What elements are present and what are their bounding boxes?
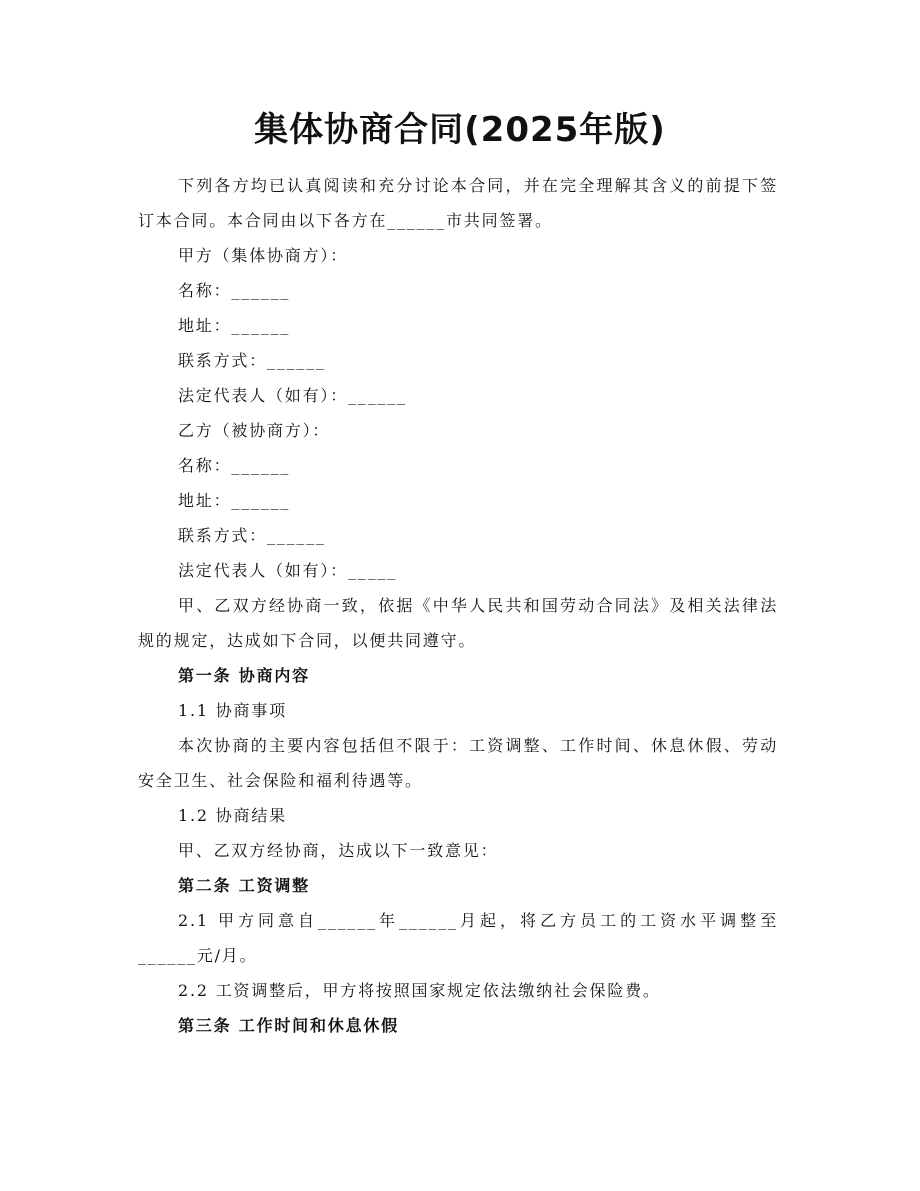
party-a-heading: 甲方（集体协商方）： [178,246,349,265]
clause-1-2: 1.2 协商结果 [178,806,287,825]
clause-1-1: 1.1 协商事项 [178,701,287,720]
preamble-paragraph: 下列各方均已认真阅读和充分讨论本合同，并在完全理解其含义的前提下签订本合同。本合同由以下各方在______市共同签署。 [138,176,778,230]
document-body [138,168,778,1043]
party-b-name: 名称：______ [178,456,291,475]
clause-1-2-body: 甲、乙双方经协商，达成以下一致意见： [178,841,499,860]
article-1-heading: 第一条 协商内容 [178,666,310,685]
party-a-legal-rep: 法定代表人（如有）：______ [178,386,407,405]
party-b-address: 地址：______ [178,491,291,510]
party-b-contact: 联系方式：______ [178,526,326,545]
party-b-heading: 乙方（被协商方）： [178,421,331,440]
clause-2-1: 2.1 甲方同意自______年______月起，将乙方员工的工资水平调整至______元/月。 [138,911,778,965]
party-a-name: 名称：______ [178,281,291,300]
agreement-basis-paragraph: 甲、乙双方经协商一致，依据《中华人民共和国劳动合同法》及相关法律法规的规定，达成如下合同，以便共同遵守。 [138,596,778,650]
clause-1-1-body: 本次协商的主要内容包括但不限于：工资调整、工作时间、休息休假、劳动安全卫生、社会保险和福利待遇等。 [138,736,778,790]
article-3-heading: 第三条 工作时间和休息休假 [178,1016,399,1035]
party-a-address: 地址：______ [178,316,291,335]
article-2-heading: 第二条 工资调整 [178,876,310,895]
party-a-contact: 联系方式：______ [178,351,326,370]
document-title: 集体协商合同(2025年版) [254,110,666,150]
clause-2-2: 2.2 工资调整后，甲方将按照国家规定依法缴纳社会保险费。 [178,981,661,1000]
party-b-legal-rep: 法定代表人（如有）：_____ [178,561,398,580]
